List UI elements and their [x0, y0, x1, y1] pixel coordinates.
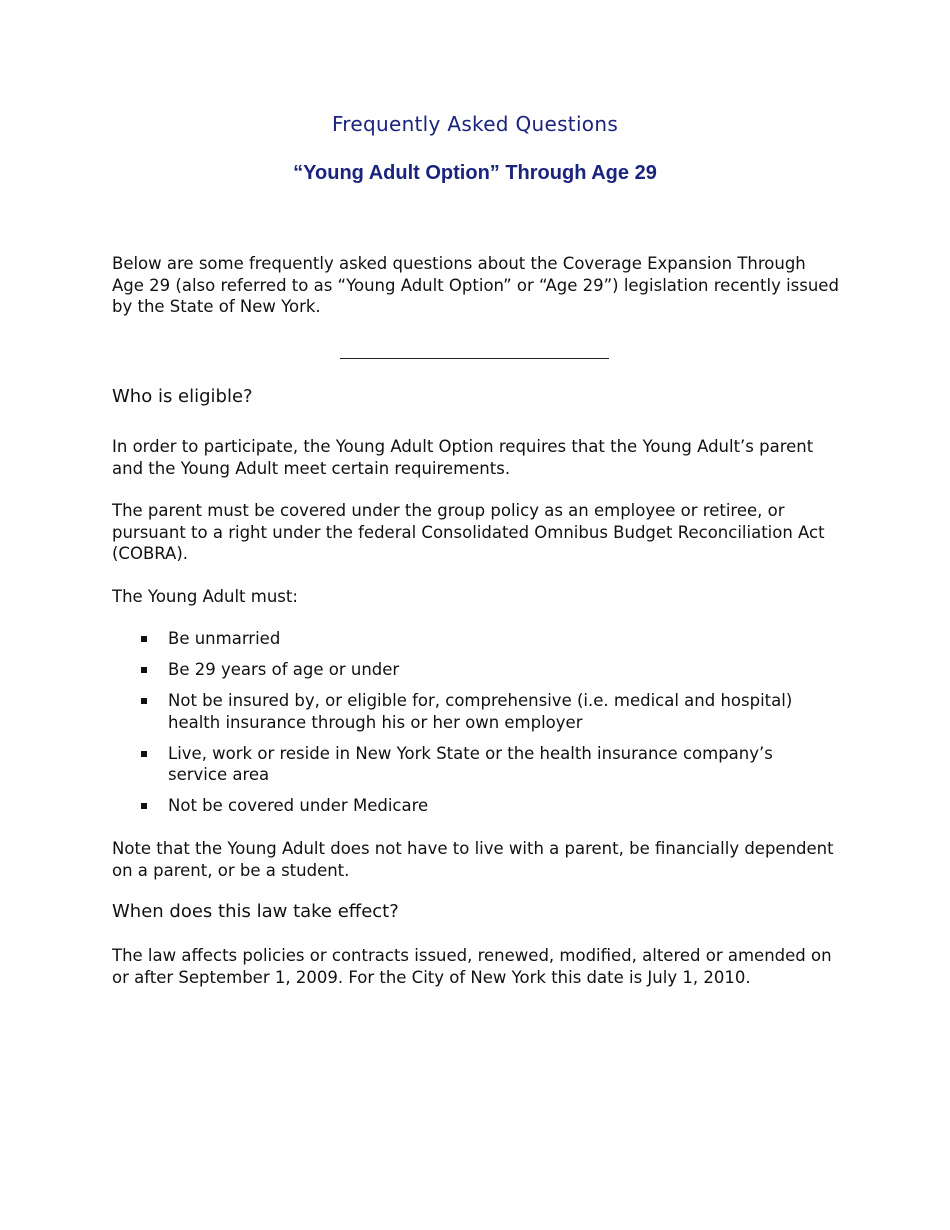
requirement-text: Not be insured by, or eligible for, comprehensive (i.e. medical and hospital) health insurance through his or her own employer — [168, 691, 793, 732]
requirement-text: Be unmarried — [168, 629, 281, 648]
requirements-list — [112, 628, 837, 826]
square-bullet-icon — [141, 803, 147, 809]
requirement-text: Live, work or reside in New York State or the health insurance company’s service area — [168, 743, 773, 784]
eligibility-intro-paragraph: In order to participate, the Young Adult Option requires that the Young Adult’s parent and the Young Adult meet certain requirements. — [112, 437, 814, 478]
square-bullet-icon — [141, 751, 147, 757]
section-divider — [340, 358, 609, 359]
requirement-text: Not be covered under Medicare — [168, 796, 429, 815]
requirement-item-residence — [112, 743, 837, 786]
requirement-text: Be 29 years of age or under — [168, 660, 400, 679]
page-subtitle: “Young Adult Option” Through Age 29 — [293, 162, 657, 184]
requirement-item-unmarried — [112, 628, 837, 650]
square-bullet-icon — [141, 698, 147, 704]
requirement-item-medicare — [112, 795, 837, 817]
parent-coverage-paragraph: The parent must be covered under the group policy as an employee or retiree, or pursuant to a right under the federal Consolidated Omnibus Budget Reconciliation Act (COBRA). — [112, 501, 825, 563]
effective-date-paragraph: The law affects policies or contracts issued, renewed, modified, altered or amended on or after September 1, 2009. For the City of New York this date is July 1, 2010. — [112, 946, 832, 987]
note-paragraph: Note that the Young Adult does not have to live with a parent, be financially dependent on a parent, or be a student. — [112, 839, 834, 880]
requirement-item-age — [112, 659, 837, 681]
intro-paragraph: Below are some frequently asked questions about the Coverage Expansion Through Age 29 (also referred to as “Young Adult Option” or “Age 29”) legislation recently issued by the State of New York. — [112, 254, 839, 316]
page-title: Frequently Asked Questions — [331, 112, 619, 136]
document-page — [112, 0, 842, 1230]
eligibility-heading: Who is eligible? — [112, 386, 253, 407]
square-bullet-icon — [141, 636, 147, 642]
effective-date-heading: When does this law take effect? — [112, 901, 399, 922]
square-bullet-icon — [141, 667, 147, 673]
young-adult-must-label: The Young Adult must: — [112, 587, 298, 606]
requirement-item-not-insured — [112, 690, 837, 733]
